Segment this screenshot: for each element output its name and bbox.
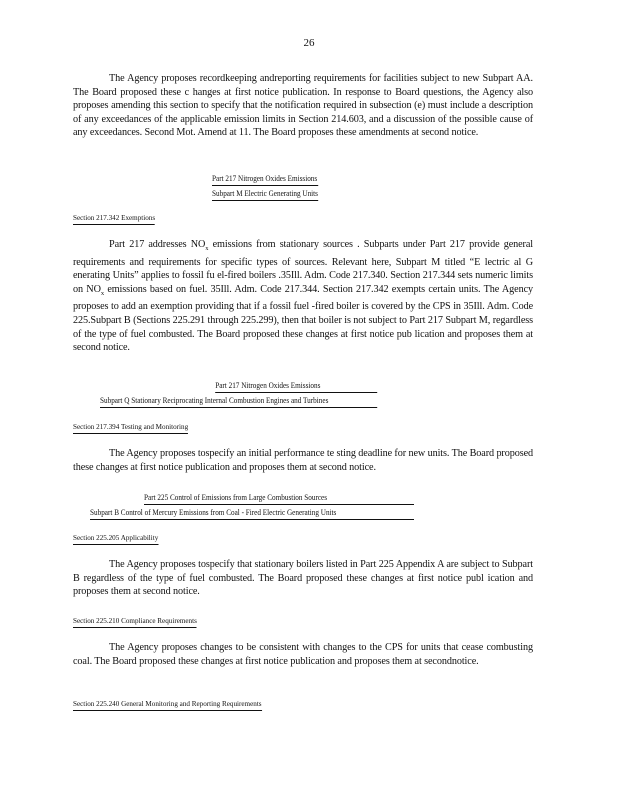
- page-number: 26: [303, 37, 315, 49]
- paragraph-recordkeeping: The Agency proposes recordkeeping andreporting requirements for facilities subject to new Subpart AA. The Board proposed these c hanges at first notice publication. In response to Board questions, the Agency also proposes amending this section to specify that the notification required in subsection (e) must include a description of any exceedances of the applicable emission limits in Section 214.603, and a discussion of the possible cause of any exceedances. Second Mot. Amend at 11. The Board proposes these amendments at second notice.: [73, 73, 533, 139]
- subpart-heading-line: Subpart Q Stationary Reciprocating Internal Combustion Engines and Turbines: [100, 395, 377, 408]
- paragraph-text-a: Part 217 addresses NO: [109, 239, 206, 250]
- section-225-210-heading: Section 225.210 Compliance Requirements: [73, 616, 197, 628]
- paragraph-testing: The Agency proposes tospecify an initial performance te sting deadline for new units. The Board proposed these changes at first notice publication and proposes them at second notice.: [73, 448, 533, 473]
- part-heading-line: Part 225 Control of Emissions from Large Combustion Sources: [144, 492, 414, 505]
- paragraph-compliance: The Agency proposes changes to be consistent with changes to the CPS for units that cease combusting coal. The Board proposed these changes at first notice publication and proposes them at secondnotice.: [73, 642, 533, 667]
- paragraph-text-b: emissions from stationary sources . Subparts under Part 217 provide general requirements and requirements for specific types of sources. Relevant here, Subpart M titled “E lectric al G enerating Units” applies to fossil fu el-fired boilers .35Ill. Adm. Code 217.340. Section 217.344 sets numeric limits on NO: [73, 239, 533, 295]
- part-heading-line: Part 217 Nitrogen Oxides Emissions: [212, 173, 318, 186]
- paragraph-applicability: The Agency proposes tospecify that stationary boilers listed in Part 225 Appendix A are subject to Subpart B regardless of the type of fuel combusted. The Board proposed these changes at first notice publ ication and proposes them at second notice.: [73, 559, 533, 598]
- section-225-240-heading: Section 225.240 General Monitoring and Reporting Requirements: [73, 699, 262, 711]
- subpart-heading-line: Subpart M Electric Generating Units: [212, 188, 318, 201]
- subscript-x: x: [100, 289, 104, 297]
- part-217-subpart-q-heading: [100, 380, 377, 410]
- section-217-394-heading: Section 217.394 Testing and Monitoring: [73, 422, 188, 434]
- paragraph-part-217: [73, 238, 533, 355]
- part-225-subpart-b-heading: [90, 492, 414, 522]
- subpart-heading-line: Subpart B Control of Mercury Emissions from Coal - Fired Electric Generating Units: [90, 507, 414, 520]
- part-217-subpart-m-heading: [212, 173, 318, 203]
- part-heading-line: Part 217 Nitrogen Oxides Emissions: [215, 380, 377, 393]
- section-217-342-heading: Section 217.342 Exemptions: [73, 213, 155, 225]
- subscript-x: x: [205, 245, 209, 253]
- section-225-205-heading: Section 225.205 Applicability: [73, 533, 158, 545]
- paragraph-text-c: emissions based on fuel. 35Ill. Adm. Code 217.344. Section 217.342 exempts certain units. The Agency proposes to add an exemption providing that if a fossil fuel -fired boiler is covered by the CPS in 35Ill. Adm. Code 225.Subpart B (Sections 225.291 through 225.299), then that boiler is not subject to Part 217 Subpart M, regardless of the type of fuel combusted. The Board proposed these changes at first notice pub lication and proposes them at second notice.: [73, 283, 533, 354]
